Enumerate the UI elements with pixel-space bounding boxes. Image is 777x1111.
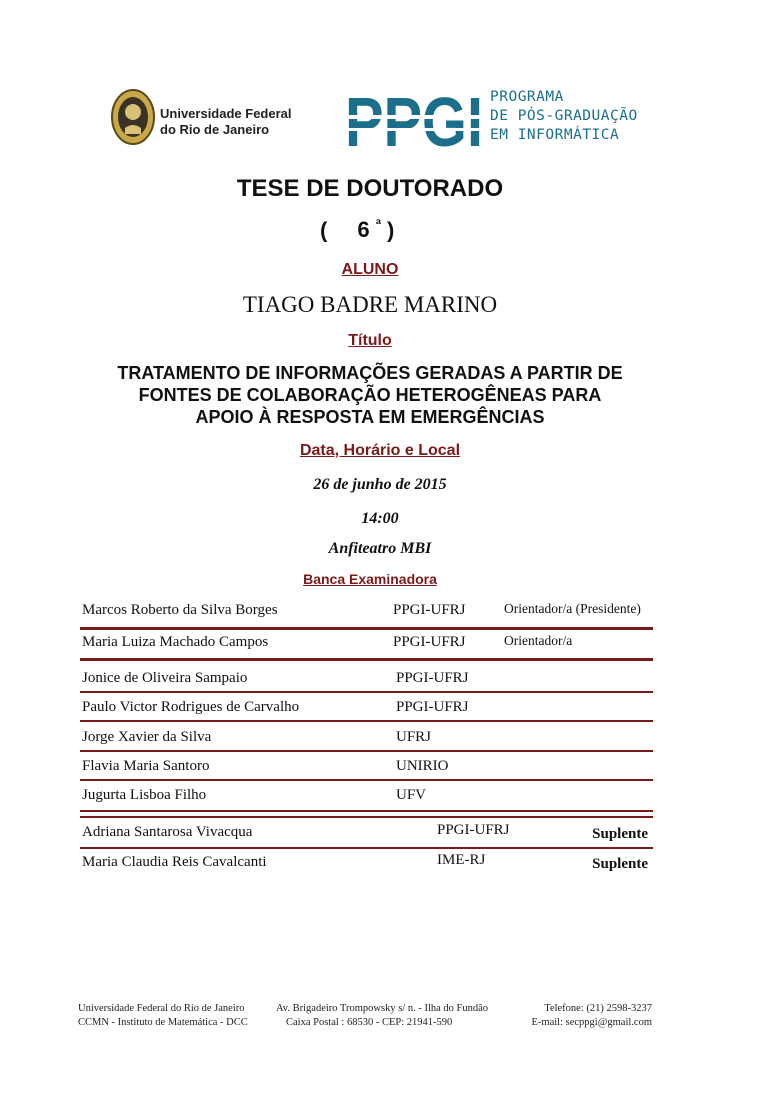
member-name: Jonice de Oliveira Sampaio bbox=[82, 670, 248, 686]
edition-value: 6 bbox=[357, 217, 370, 243]
student-label: ALUNO bbox=[341, 261, 399, 278]
thesis-title bbox=[70, 362, 670, 428]
alternate-role: Suplente bbox=[592, 856, 648, 872]
committee-row bbox=[80, 600, 652, 628]
committee-row bbox=[80, 632, 652, 660]
alternate-institution: IME-RJ bbox=[437, 852, 486, 868]
member-name: Jorge Xavier da Silva bbox=[82, 729, 212, 745]
ufrj-logo-text bbox=[160, 106, 292, 138]
alternate-row bbox=[80, 822, 652, 850]
footer-department: CCMN - Instituto de Matemática - DCC bbox=[78, 1017, 248, 1028]
row-divider bbox=[80, 658, 653, 661]
ppgi-logo-line3: EM INFORMÁTICA bbox=[490, 127, 620, 143]
member-institution: PPGI-UFRJ bbox=[393, 602, 466, 618]
edition-close-paren: ) bbox=[387, 217, 395, 243]
row-divider bbox=[80, 779, 653, 781]
alternate-name: Maria Claudia Reis Cavalcanti bbox=[82, 854, 267, 870]
edition-number bbox=[320, 216, 394, 243]
datetime-label: Data, Horário e Local bbox=[299, 442, 461, 459]
row-divider bbox=[80, 847, 653, 849]
member-institution: PPGI-UFRJ bbox=[396, 699, 469, 715]
defense-time: 14:00 bbox=[361, 510, 399, 527]
thesis-title-label: Título bbox=[348, 332, 392, 349]
thesis-title-line2: FONTES DE COLABORAÇÃO HETEROGÊNEAS PARA bbox=[138, 385, 602, 405]
alternate-institution: PPGI-UFRJ bbox=[437, 822, 510, 838]
ufrj-seal-icon bbox=[110, 88, 156, 146]
defense-date: 26 de junho de 2015 bbox=[313, 476, 447, 493]
defense-place: Anfiteatro MBI bbox=[328, 540, 432, 557]
footer-postal: Caixa Postal : 68530 - CEP: 21941-590 bbox=[286, 1017, 453, 1028]
footer-street: Av. Brigadeiro Trompowsky s/ n. - Ilha do Fundão bbox=[276, 1003, 489, 1014]
row-divider bbox=[80, 750, 653, 752]
row-divider bbox=[80, 720, 653, 722]
row-divider bbox=[80, 816, 653, 818]
ufrj-logo-line2: do Rio de Janeiro bbox=[160, 122, 270, 137]
committee-label: Banca Examinadora bbox=[303, 571, 437, 587]
student-name: TIAGO BADRE MARINO bbox=[242, 292, 498, 317]
edition-open-paren: ( bbox=[320, 217, 328, 243]
edition-ordinal: ª bbox=[375, 216, 381, 232]
thesis-title-line1: TRATAMENTO DE INFORMAÇÕES GERADAS A PARTIR DE bbox=[117, 363, 623, 383]
row-divider bbox=[80, 810, 653, 812]
member-institution: PPGI-UFRJ bbox=[393, 634, 466, 650]
ppgi-logo-line2: DE PÓS-GRADUAÇÃO bbox=[490, 108, 638, 124]
footer-contact-col3 bbox=[532, 1002, 652, 1030]
member-name: Paulo Victor Rodrigues de Carvalho bbox=[82, 699, 300, 715]
row-divider bbox=[80, 691, 653, 693]
committee-row bbox=[80, 785, 652, 813]
member-name: Marcos Roberto da Silva Borges bbox=[82, 602, 278, 618]
alternate-role: Suplente bbox=[592, 826, 648, 842]
member-name: Jugurta Lisboa Filho bbox=[82, 787, 207, 803]
footer-email: E-mail: secppgi@gmail.com bbox=[531, 1017, 652, 1028]
member-name: Flavia Maria Santoro bbox=[82, 758, 210, 774]
member-role: Orientador/a bbox=[504, 633, 573, 648]
document-title: TESE DE DOUTORADO bbox=[236, 175, 504, 202]
footer-address-col2 bbox=[276, 1002, 488, 1030]
ppgi-logo-text bbox=[490, 88, 638, 145]
member-institution: PPGI-UFRJ bbox=[396, 670, 469, 686]
ppgi-logo-line1: PROGRAMA bbox=[490, 89, 564, 105]
member-institution: UFV bbox=[396, 787, 427, 803]
alternate-name: Adriana Santarosa Vivacqua bbox=[82, 824, 253, 840]
footer-institution: Universidade Federal do Rio de Janeiro bbox=[78, 1003, 245, 1014]
member-role: Orientador/a (Presidente) bbox=[504, 601, 641, 616]
footer-phone: Telefone: (21) 2598-3237 bbox=[544, 1003, 652, 1014]
footer-address-col1 bbox=[78, 1002, 248, 1030]
row-divider bbox=[80, 627, 653, 630]
ufrj-logo-line1: Universidade Federal bbox=[160, 106, 292, 121]
member-institution: UFRJ bbox=[396, 729, 432, 745]
alternate-row bbox=[80, 852, 652, 880]
thesis-title-line3: APOIO À RESPOSTA EM EMERGÊNCIAS bbox=[195, 407, 545, 427]
ppgi-logo-mark bbox=[345, 88, 485, 150]
member-institution: UNIRIO bbox=[396, 758, 449, 774]
member-name: Maria Luiza Machado Campos bbox=[82, 634, 269, 650]
